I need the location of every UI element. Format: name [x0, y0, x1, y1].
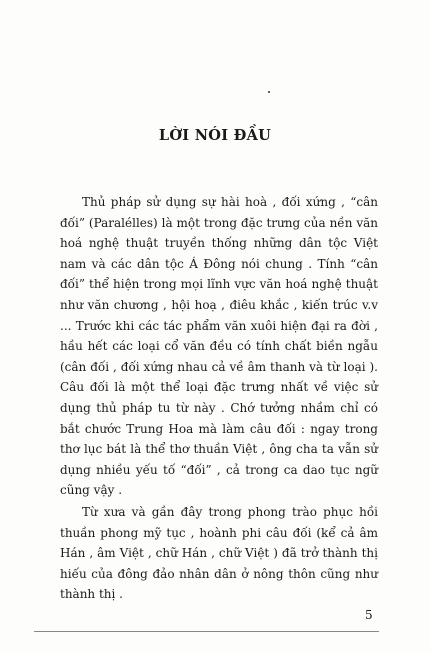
paragraph-1: Thủ pháp sử dụng sự hài hoà , đối xứng , “cân đối” (Paralélles) là một trong đặc trưng của nền văn hoá nghệ thuật truyền thống những dân tộc Việt nam và các dân tộc Á Đông nói chung . Tính “cân đối” thể hiện trong mọi lĩnh vực văn hoá nghệ thuật như văn chương , hội hoạ , điêu khắc , kiến trúc v.v ... Trước khi các tác phẩm văn xuôi hiện đại ra đời , hầu hết các loại cổ văn đều có tính chất biền ngẫu (cân đối , đối xứng nhau cả về âm thanh và từ loại ). Câu đối là một thể loại đặc trưng nhất về việc sử dụng thủ pháp tu từ này . Chớ tưởng nhầm chỉ có bắt chước Trung Hoa mà làm câu đối : ngay trong thơ lục bát là thể thơ thuần Việt , ông cha ta vẫn sử dụng nhiều yếu tố “đối” , cả trong ca dao tục ngữ cũng vậy . [60, 195, 378, 498]
page-number: 5 [365, 608, 373, 622]
bottom-rule [34, 631, 379, 632]
page-title: LỜI NÓI ĐẦU [158, 127, 272, 144]
preface-body [60, 192, 378, 605]
paragraph-2: Từ xưa và gần đây trong phong trào phục hồi thuần phong mỹ tục , hoành phi câu đối (kể cả âm Hán , âm Việt , chữ Hán , chữ Việt ) đã trở thành thị hiếu của đông đảo nhân dân ở nông thôn cũng như thành thị . [60, 504, 378, 602]
stray-dot-mark [268, 91, 270, 93]
